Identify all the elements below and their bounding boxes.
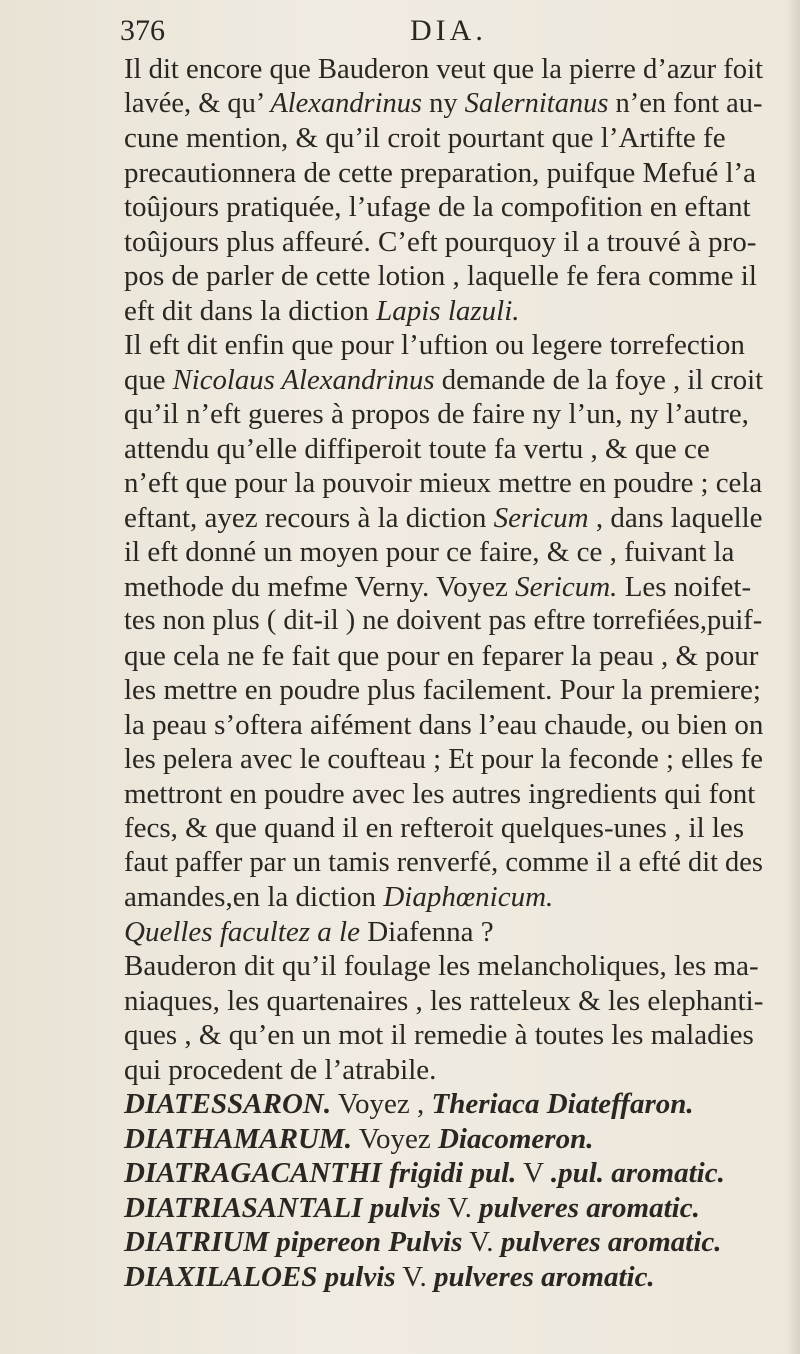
text-line [124,363,766,398]
text-span: toûjours plus affeuré. C’eft pourquoy il a trouvé à pro- [124,225,757,258]
text-line [124,1053,766,1088]
italic-text: Quelles facultez a le [124,915,360,948]
text-line [124,742,766,777]
text-span: tes non plus ( dit-il ) ne doivent pas eftre torrefiées,puif- [124,605,763,636]
text-line [124,225,766,260]
text-line [124,984,766,1019]
text-span: V. [395,1260,434,1293]
text-span: mettront en poudre avec les autres ingredients qui font [124,777,756,810]
italic-text: DIATRIASANTALI pulvis [124,1191,441,1224]
text-span: Les noifet- [617,570,752,603]
text-line [124,570,766,605]
italic-text: DIATRIUM pipereon Pulvis [124,1226,463,1258]
text-span: que [124,363,173,396]
text-line [124,811,766,846]
entry-line [124,1191,766,1226]
entry-line [124,1225,766,1260]
text-line [124,259,766,294]
text-line [124,639,766,674]
text-line [124,466,766,501]
text-span: il eft donné un moyen pour ce faire, & ce , fuivant la [124,536,735,568]
italic-text: DIATHAMARUM. [124,1122,353,1155]
text-span: toûjours pratiquée, l’ufage de la compofition en eftant [124,191,751,223]
text-line [124,52,766,87]
text-span: les pelera avec le coufteau ; Et pour la feconde ; elles fe [124,743,763,775]
text-span: Il eft dit enfin que pour l’uftion ou legere torrefection [124,329,745,361]
text-span: faut paffer par un tamis renverfé, comme il a efté dit des [124,846,763,878]
text-span: , dans laquelle [588,501,763,534]
text-line [124,397,766,432]
text-span: eft dit dans la diction [124,294,377,327]
text-span: pos de parler de cette lotion , laquelle fe fera comme il [124,260,757,292]
italic-text: Sericum. [515,570,618,603]
text-line [124,121,766,156]
text-span: n’eft que pour la pouvoir mieux mettre en poudre ; cela [124,467,763,499]
text-span: Voyez , [331,1088,432,1120]
text-span: que cela ne fe fait que pour en feparer la peau , & pour [124,639,759,672]
page-header [120,14,760,54]
text-span: qui procedent de l’atrabile. [124,1053,437,1086]
text-line [124,501,766,536]
italic-text: Diaphœnicum. [383,881,554,913]
italic-text: DIATESSARON. [124,1088,332,1120]
text-span: Diafenna ? [359,915,494,948]
text-line [124,604,766,639]
text-span: V. [440,1191,480,1224]
text-span: qu’il n’eft gueres à propos de faire ny l’un, ny l’autre, [124,398,749,430]
text-span: methode du mefme Verny. Voyez [124,570,516,603]
italic-text: Lapis lazuli. [376,294,520,327]
text-span: V. [462,1226,501,1258]
italic-text: pulveres aromatic. [479,1191,700,1224]
text-line [124,294,766,329]
text-line [124,190,766,225]
dictionary-entries [124,1087,766,1294]
text-line [124,87,766,122]
text-span: cune mention, & qu’il croit pourtant que l’Artifte fe [124,122,726,154]
italic-text: DIATRAGACANTHI frigidi pul. [124,1157,517,1189]
italic-text: Sericum [493,501,589,534]
entry-line [124,1156,766,1191]
text-line [124,880,766,915]
text-line [124,777,766,812]
italic-text: Theriaca Diateffaron. [431,1088,694,1120]
entry-line [124,1260,766,1295]
text-span: demande de la foye , il croit [434,363,764,396]
text-line [124,915,766,950]
running-head: DIA. [410,14,487,47]
page-number: 376 [120,14,165,47]
italic-text: Nicolaus Alexandrinus [172,363,435,396]
text-span: ny [422,87,465,119]
text-span: fecs, & que quand il en refteroit quelques-unes , il les [124,812,745,844]
entry-line [124,1087,766,1122]
body-paragraphs [124,52,766,1087]
text-span: la peau s’oftera aifément dans l’eau chaude, ou bien on [124,708,764,741]
body-text [124,52,766,1294]
text-span: amandes,en la diction [124,881,384,913]
text-span: Il dit encore que Bauderon veut que la pierre d’azur foit [124,53,764,85]
text-span: V [516,1157,551,1189]
italic-text: DIAXILALOES pulvis [124,1260,396,1293]
text-line [124,328,766,363]
text-line [124,949,766,984]
text-line [124,432,766,467]
text-span: n’en font au- [608,87,763,119]
italic-text: pulveres aromatic. [500,1226,722,1258]
text-span: Voyez [352,1122,438,1155]
text-span: precautionnera de cette preparation, puifque Mefué l’a [124,156,757,189]
page-edge-shadow [786,0,800,1354]
text-span: ques , & qu’en un mot il remedie à toutes les maladies [124,1019,754,1051]
text-span: eftant, ayez recours à la diction [124,501,494,534]
text-line [124,708,766,743]
text-span: Bauderon dit qu’il foulage les melancholiques, les ma- [124,950,759,982]
italic-text: .pul. aromatic. [550,1157,725,1189]
italic-text: Alexandrinus [270,87,422,119]
italic-text: Diacomeron. [437,1122,594,1155]
italic-text: pulveres aromatic. [433,1260,655,1293]
text-line [124,535,766,570]
text-span: attendu qu’elle diffiperoit toute fa vertu , & que ce [124,432,710,465]
entry-line [124,1122,766,1157]
text-span: niaques, les quartenaires , les ratteleux & les elephanti- [124,984,764,1017]
text-line [124,156,766,191]
text-span: les mettre en poudre plus facilement. Pour la premiere; [124,674,761,706]
italic-text: Salernitanus [464,87,609,119]
text-line [124,1018,766,1053]
text-line [124,846,766,881]
text-line [124,673,766,708]
text-span: lavée, & qu’ [124,87,271,119]
